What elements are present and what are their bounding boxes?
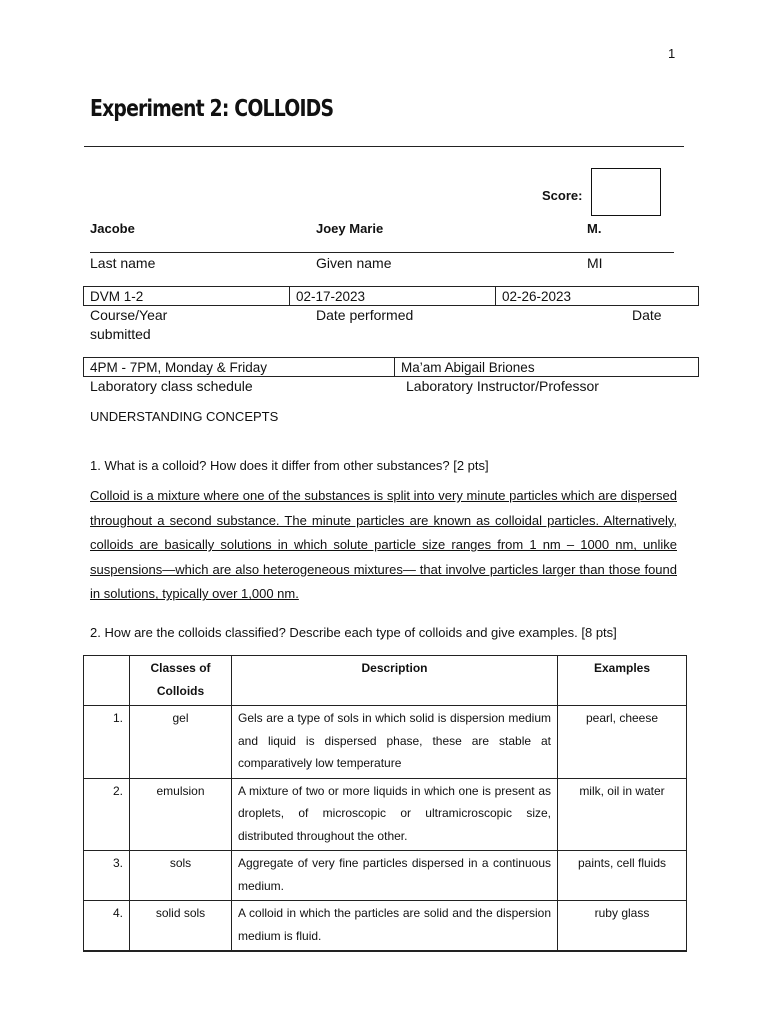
- last-name-value: Jacobe: [90, 221, 135, 236]
- colloid-description: A colloid in which the particles are solid and the dispersion medium is fluid.: [232, 901, 558, 952]
- middle-initial-value: M.: [587, 221, 602, 236]
- row-number: 2.: [84, 778, 130, 851]
- row-number: 3.: [84, 851, 130, 901]
- question-1: 1. What is a colloid? How does it differ from other substances? [2 pts]: [90, 458, 489, 473]
- page-number: 1: [668, 46, 676, 61]
- date-submitted-value: 02-26-2023: [495, 287, 698, 305]
- colloid-description: A mixture of two or more liquids in which one is present as droplets, of microscopic or ultramicroscopic size, distributed throughout the other.: [232, 778, 558, 851]
- date-performed-label: Date performed: [316, 307, 414, 323]
- colloids-table: [83, 655, 687, 952]
- colloid-class: sols: [130, 851, 232, 901]
- instructor-value: Ma’am Abigail Briones: [394, 358, 698, 376]
- colloid-description: Aggregate of very fine particles dispersed in a continuous medium.: [232, 851, 558, 901]
- last-name-label: Last name: [90, 255, 156, 271]
- given-name-value: Joey Marie: [316, 221, 384, 236]
- mi-label: MI: [587, 255, 603, 271]
- course-label: Course/Year: [90, 307, 168, 323]
- date-performed-value: 02-17-2023: [289, 287, 495, 305]
- colloid-class: solid sols: [130, 901, 232, 952]
- name-underline: [90, 252, 674, 253]
- score-label: Score:: [542, 188, 583, 203]
- colloid-class: emulsion: [130, 778, 232, 851]
- row-number: 1.: [84, 706, 130, 779]
- question-2: 2. How are the colloids classified? Describe each type of colloids and give examples. [8 pts]: [90, 625, 617, 640]
- table-row: [84, 901, 687, 952]
- row-number: 4.: [84, 901, 130, 952]
- table-header-row: [84, 656, 687, 706]
- table-row: [84, 778, 687, 851]
- section-heading: UNDERSTANDING CONCEPTS: [90, 409, 279, 424]
- date-label: Date: [632, 307, 662, 323]
- schedule-label: Laboratory class schedule: [90, 378, 253, 394]
- score-box: [591, 168, 661, 216]
- schedule-value: 4PM - 7PM, Monday & Friday: [90, 360, 268, 375]
- colloid-examples: pearl, cheese: [558, 706, 687, 779]
- table-header-number: [84, 656, 130, 706]
- schedule-row: [83, 357, 699, 377]
- colloid-examples: paints, cell fluids: [558, 851, 687, 901]
- colloid-examples: ruby glass: [558, 901, 687, 952]
- course-value: DVM 1-2: [90, 289, 144, 304]
- instructor-label: Laboratory Instructor/Professor: [406, 378, 599, 394]
- page-title: Experiment 2: COLLOIDS: [90, 96, 334, 122]
- colloid-examples: milk, oil in water: [558, 778, 687, 851]
- given-name-label: Given name: [316, 255, 392, 271]
- colloid-class: gel: [130, 706, 232, 779]
- table-header-class: Classes of Colloids: [130, 656, 232, 706]
- title-divider: [84, 146, 684, 147]
- table-row: [84, 706, 687, 779]
- table-header-description: Description: [232, 656, 558, 706]
- table-row: [84, 851, 687, 901]
- colloid-description: Gels are a type of sols in which solid is dispersion medium and liquid is dispersed phase, these are stable at comparatively low temperature: [232, 706, 558, 779]
- course-row: [83, 286, 699, 306]
- answer-1: Colloid is a mixture where one of the substances is split into very minute particles which are dispersed throughout a second substance. The minute particles are known as colloidal particles. Alternatively, colloids are basically solutions in which solute particle size ranges from 1 nm – 1000 nm, unlike suspensions—which are also heterogeneous mixtures— that involve particles larger than those found in solutions, typically over 1,000 nm.: [90, 488, 677, 602]
- submitted-label: submitted: [90, 326, 151, 342]
- table-header-examples: Examples: [558, 656, 687, 706]
